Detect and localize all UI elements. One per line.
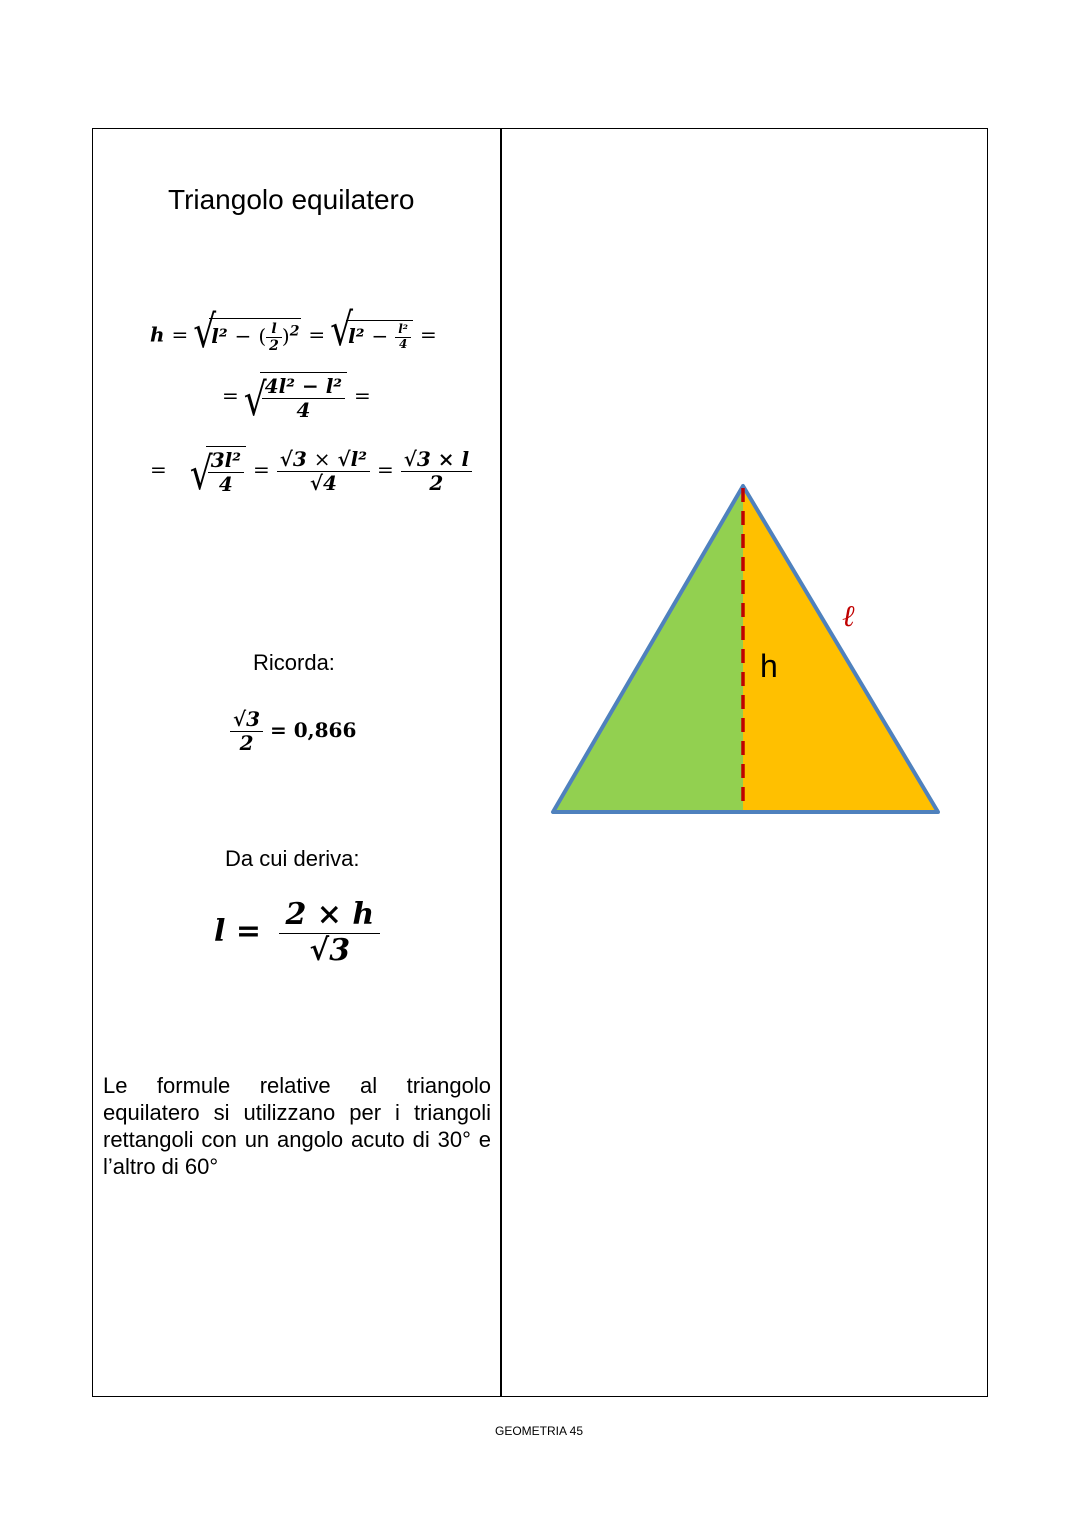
remember-formula: $\frac{√3}{2}$ = 0,866 <box>230 708 356 755</box>
formula-line-1: h = √ l² − ( $\frac{l}{2}$ )$^2$ = √ l² − $\frac{\text{l²}}{4}$ = <box>150 318 437 354</box>
explanation-paragraph: Le formule relative al triangolo equilatero si utilizzano per i triangoli rettangoli con un angolo acuto di 30° e l’altro di 60° <box>103 1073 491 1179</box>
h-symbol: h <box>150 322 165 347</box>
sqrt-3l2-over-4: √ $\frac{\text{3l²}}{4}$ <box>192 446 246 496</box>
sqrt-4l2-minus-l2-over-4: √ $\frac{\text{4l² − l²}}{4}$ <box>246 372 347 422</box>
formula-line-3: = √ $\frac{\text{3l²}}{4}$ = $\frac{\text{√3 × √l²}}{√4}$ = $\frac{√3 \times l}{2}$ <box>150 446 472 496</box>
page-title: Triangolo equilatero <box>168 184 415 215</box>
l-equals: l = <box>214 914 261 949</box>
formula-line-2: = √ $\frac{\text{4l² − l²}}{4}$ = <box>222 372 371 422</box>
fraction-sqrt3-l-over-2: $\frac{√3 \times l}{2}$ <box>401 448 472 495</box>
fraction-sqrt3-sqrtl2-over-sqrt4: $\frac{\text{√3 × √l²}}{√4}$ <box>277 448 370 495</box>
sqrt-l2-minus-half-l-squared: √ l² − ( $\frac{l}{2}$ )$^2$ <box>195 318 301 354</box>
sqrt-l2-minus-l2-over-4: √ l² − $\frac{\text{l²}}{4}$ <box>332 320 413 352</box>
remember-label: Ricorda: <box>253 650 335 675</box>
fraction-2h-over-sqrt3: $\frac{2 \times h}{√3}$ <box>279 898 380 968</box>
derive-label: Da cui deriva: <box>225 846 360 871</box>
height-label: h <box>760 648 778 684</box>
side-label: ℓ <box>842 599 855 634</box>
page-footer: GEOMETRIA 45 <box>495 1424 584 1438</box>
